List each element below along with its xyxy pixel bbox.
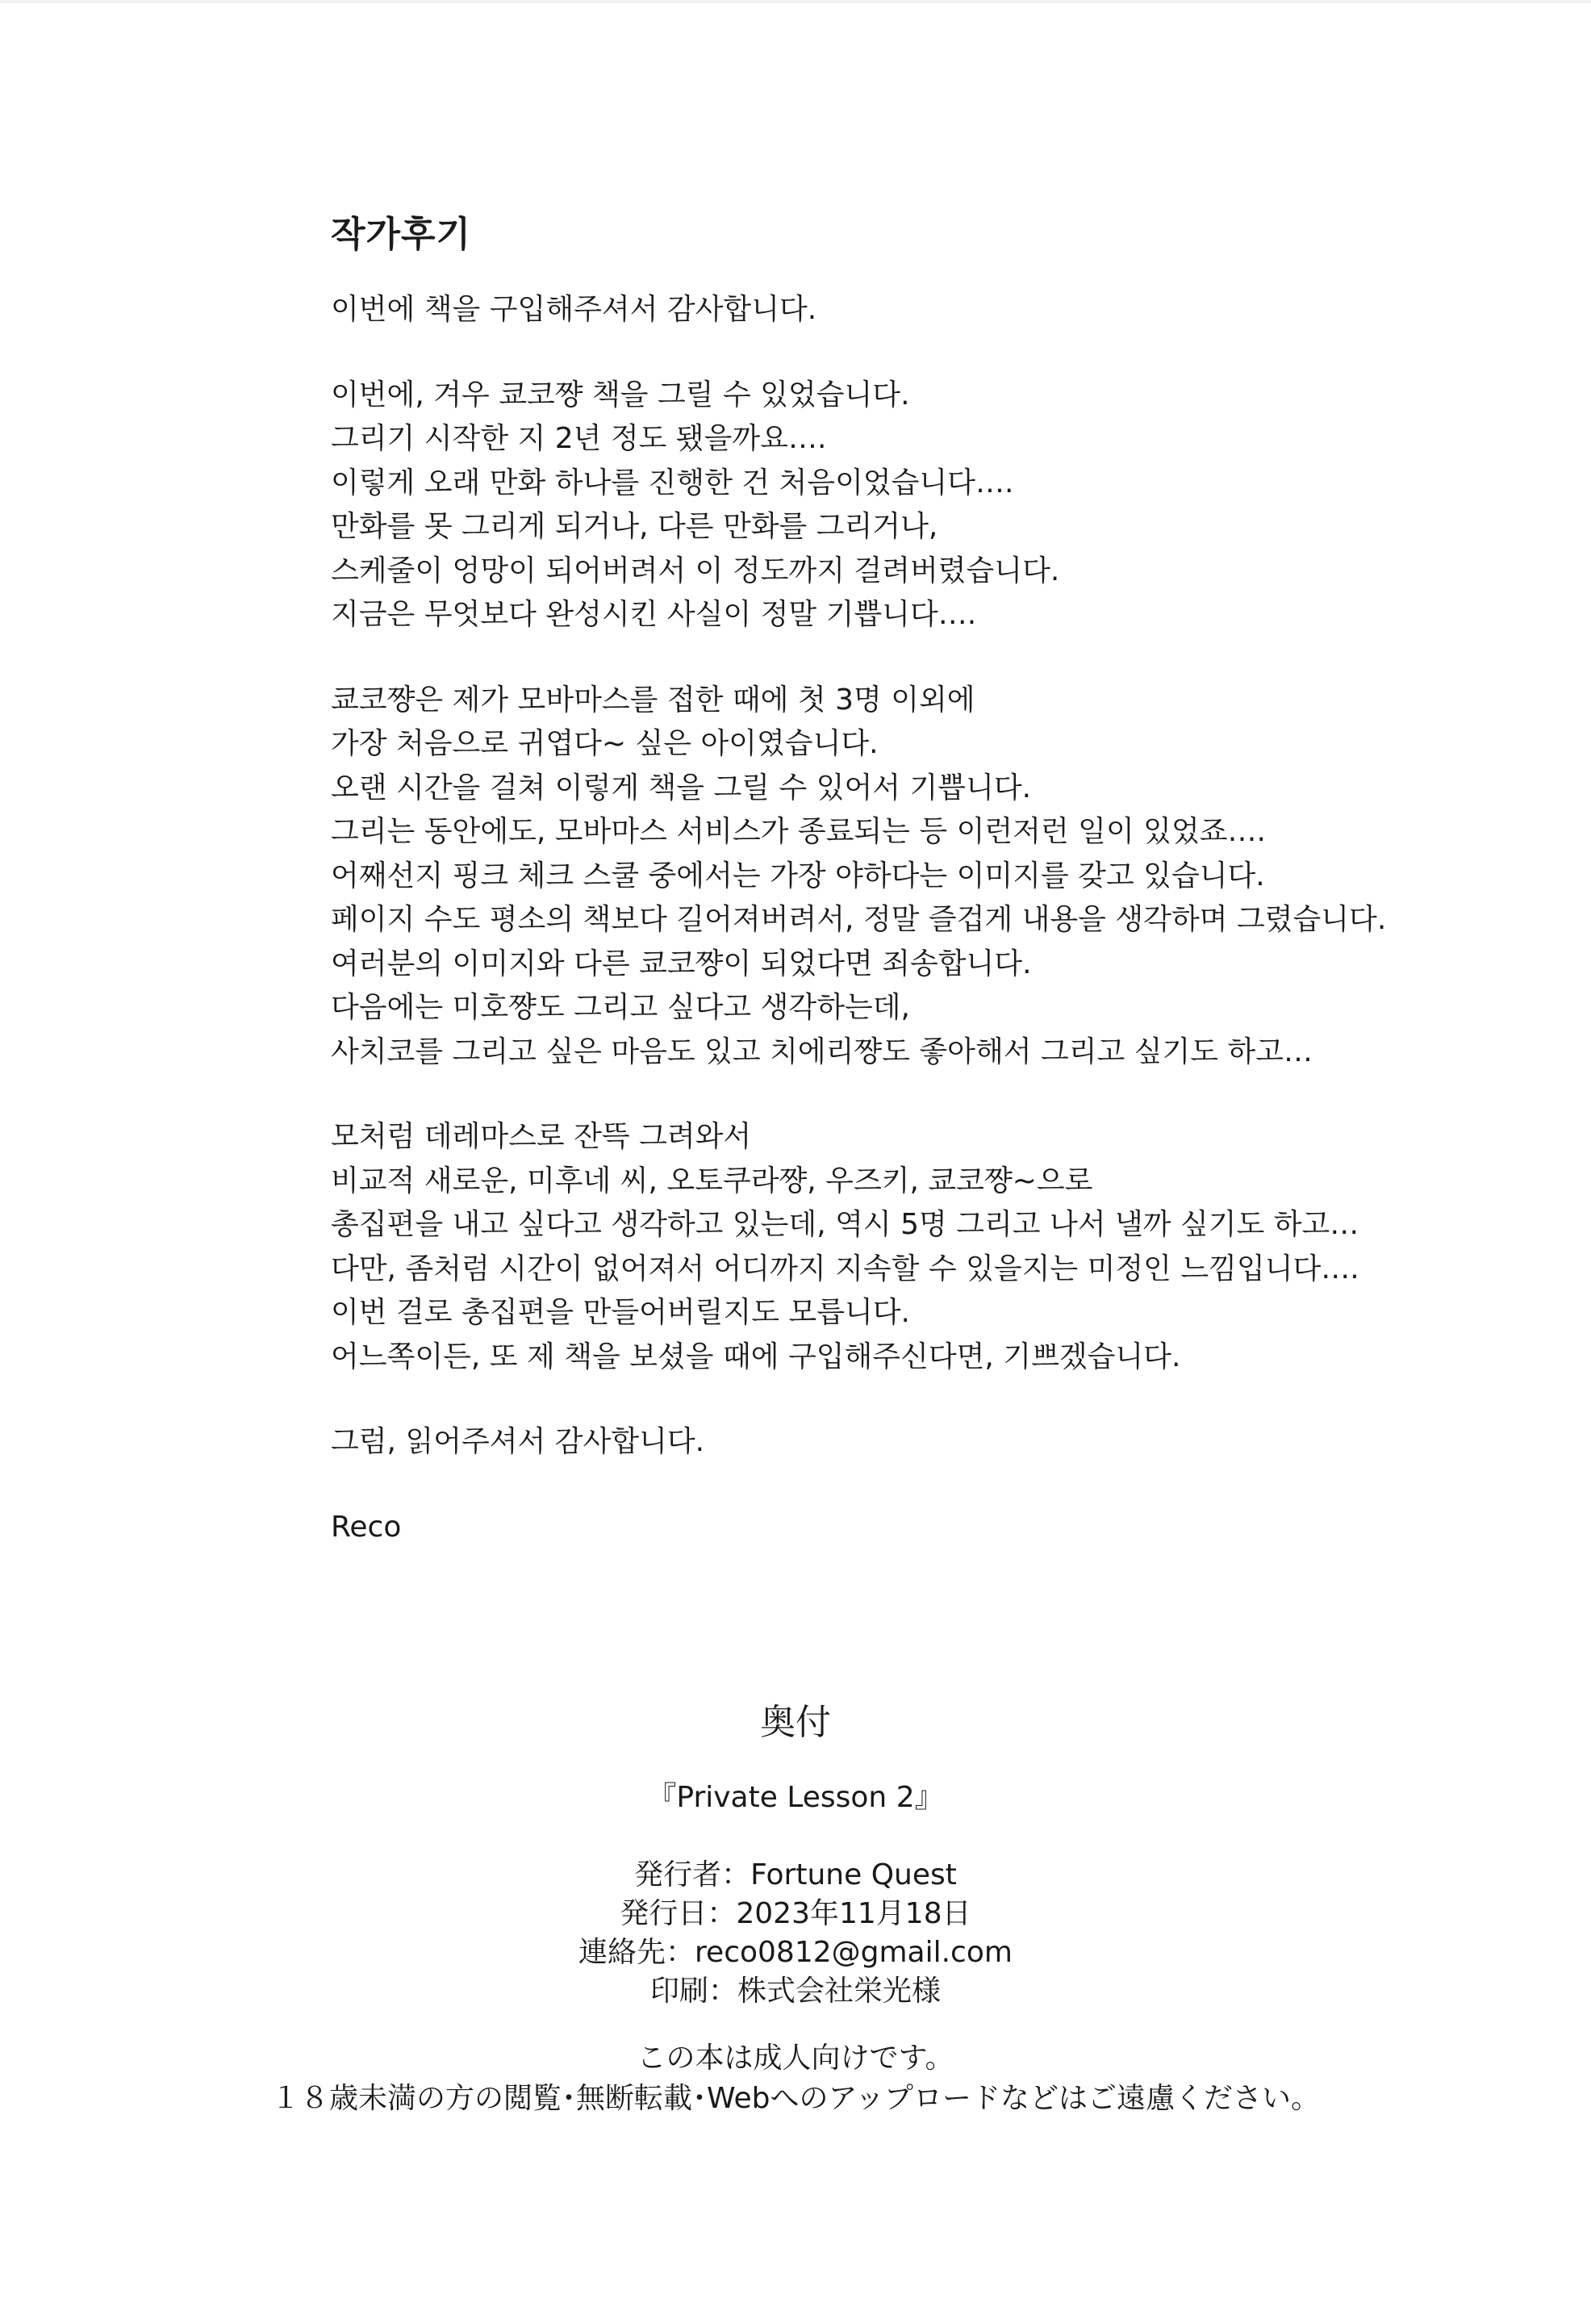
afterword-paragraph-2 (331, 374, 1541, 637)
colophon-notice (0, 2038, 1591, 2119)
age-restriction-notice: １８歳未満の方の閲覧･無断転載･Webへのアップロードなどはご遠慮ください。 (271, 2082, 1320, 2115)
afterword-line: 다음에는 미호쨩도 그리고 싶다고 생각하는데, (331, 991, 910, 1024)
afterword-title: 작가후기 (331, 214, 472, 255)
afterword-paragraph-3 (331, 679, 1541, 1075)
page-top-edge (0, 0, 1591, 3)
colophon-section (0, 1695, 1591, 2119)
afterword-line: 페이지 수도 평소의 책보다 길어져버려서, 정말 즐겁게 내용을 생각하며 그렸습니다. (331, 903, 1387, 936)
colophon-details (0, 1856, 1591, 2011)
afterword-line: 그리기 시작한 지 2년 정도 됐을까요…. (331, 422, 827, 455)
colophon-book-title: 『Private Lesson 2』 (647, 1781, 944, 1814)
afterword-line: 이번 걸로 총집편을 만들어버릴지도 모릅니다. (331, 1296, 910, 1329)
colophon-printer: 印刷：株式会社栄光様 (649, 1975, 941, 2008)
afterword-line: 사치코를 그리고 싶은 마음도 있고 치에리쨩도 좋아해서 그리고 싶기도 하고… (331, 1035, 1313, 1068)
afterword-signature: Reco (331, 1510, 402, 1544)
afterword-paragraph-4 (331, 1115, 1541, 1379)
colophon-publisher: 発行者：Fortune Quest (634, 1858, 957, 1891)
afterword-line: 그리는 동안에도, 모바마스 서비스가 종료되는 등 이런저런 일이 있었죠…. (331, 815, 1266, 848)
colophon-date: 発行日：2023年11月18日 (620, 1897, 971, 1930)
afterword-line: 이렇게 오래 만화 하나를 진행한 건 처음이었습니다…. (331, 466, 1014, 499)
afterword-line: 그럼, 읽어주셔서 감사합니다. (331, 1425, 705, 1458)
colophon-contact: 連絡先：reco0812@gmail.com (578, 1936, 1013, 1969)
afterword-line: 쿄코쨩은 제가 모바마스를 접한 때에 첫 3명 이외에 (331, 683, 975, 717)
afterword-line: 총집편을 내고 싶다고 생각하고 있는데, 역시 5명 그리고 나서 낼까 싶기도 하고… (331, 1208, 1359, 1241)
adult-notice: この本は成人向けです。 (637, 2042, 954, 2075)
afterword-line: 가장 처음으로 귀엽다~ 싶은 아이였습니다. (331, 727, 879, 760)
afterword-line: 비교적 새로운, 미후네 씨, 오토쿠라쨩, 우즈키, 쿄코쨩~으로 (331, 1164, 1093, 1198)
afterword-line: 이번에 책을 구입해주셔서 감사합니다. (331, 293, 817, 326)
colophon-title: 奥付 (760, 1702, 831, 1743)
afterword-section (331, 206, 1541, 1549)
afterword-line: 다만, 좀처럼 시간이 없어져서 어디까지 지속할 수 있을지는 미정인 느낌입니다…. (331, 1252, 1359, 1285)
afterword-line: 스케줄이 엉망이 되어버려서 이 정도까지 걸려버렸습니다. (331, 554, 1060, 587)
afterword-line: 여러분의 이미지와 다른 쿄코쨩이 되었다면 죄송합니다. (331, 947, 1032, 980)
afterword-line: 모처럼 데레마스로 잔뜩 그려와서 (331, 1120, 752, 1153)
afterword-line: 어째선지 핑크 체크 스쿨 중에서는 가장 야하다는 이미지를 갖고 있습니다. (331, 859, 1265, 892)
afterword-paragraph-5 (331, 1420, 1541, 1465)
afterword-line: 어느쪽이든, 또 제 책을 보셨을 때에 구입해주신다면, 기쁘겠습니다. (331, 1340, 1181, 1373)
afterword-line: 지금은 무엇보다 완성시킨 사실이 정말 기쁩니다…. (331, 598, 977, 631)
afterword-paragraph-1 (331, 288, 1541, 332)
afterword-line: 오랜 시간을 걸쳐 이렇게 책을 그릴 수 있어서 기쁩니다. (331, 771, 1032, 805)
afterword-line: 이번에, 겨우 쿄코쨩 책을 그릴 수 있었습니다. (331, 378, 910, 412)
afterword-line: 만화를 못 그리게 되거나, 다른 만화를 그리거나, (331, 510, 938, 543)
